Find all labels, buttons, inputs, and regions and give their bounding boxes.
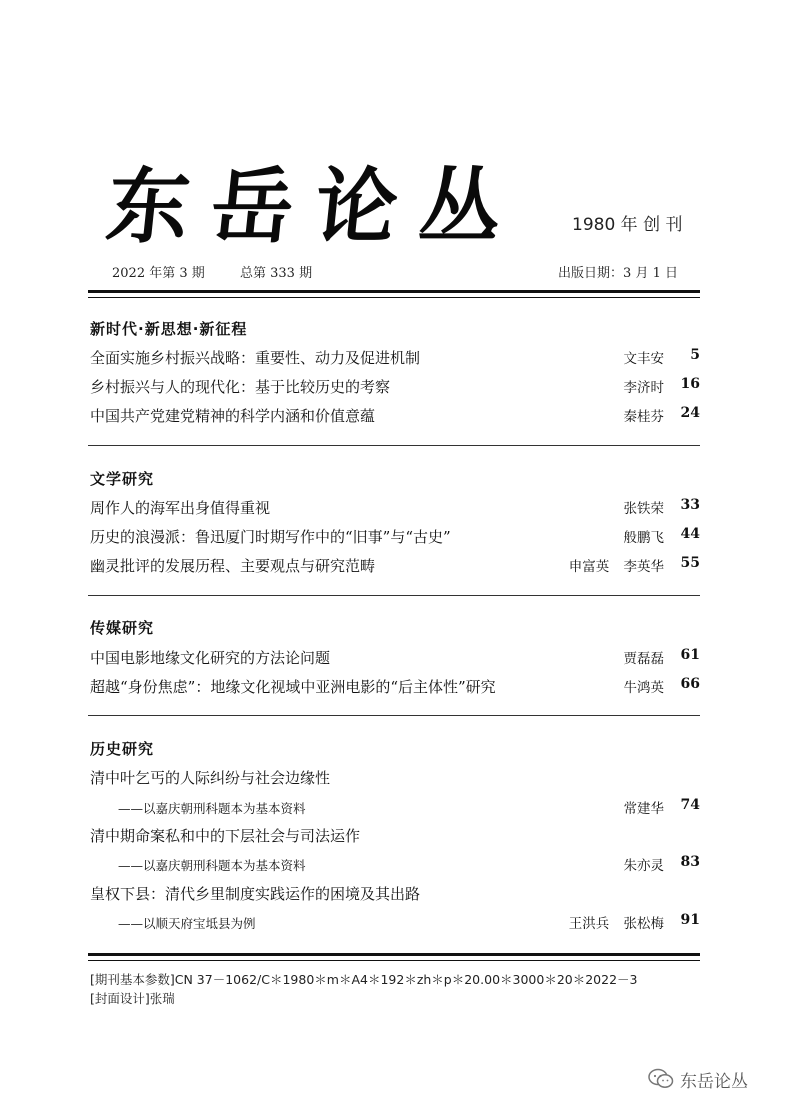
article-subtitle: ——以嘉庆朝刑科题本为基本资料 [118, 801, 306, 816]
toc-entry[interactable] [90, 555, 700, 577]
section-title: 历史研究 [90, 740, 155, 758]
article-title: 中国共产党建党精神的科学内涵和价值意蕴 [90, 407, 376, 425]
toc-entry[interactable] [90, 825, 700, 847]
founded-year: 1980 年 创 刊 [572, 215, 683, 235]
issue-info [112, 262, 678, 282]
section-divider [88, 715, 700, 716]
footer-rule [88, 953, 700, 961]
article-authors: 张铁荣 [623, 501, 664, 517]
page-number: 55 [680, 555, 700, 571]
article-authors: 秦桂芬 [623, 409, 664, 425]
watermark-text: 东岳论丛 [680, 1071, 748, 1092]
page-number: 74 [680, 797, 700, 813]
section-divider [88, 445, 700, 446]
page-number: 44 [680, 526, 700, 542]
publication-date: 出版日期：3 月 1 日 [558, 266, 678, 281]
page-number: 33 [680, 497, 700, 513]
page-number: 83 [680, 854, 700, 870]
page-number: 16 [680, 376, 700, 392]
journal-parameters: [期刊基本参数]CN 37－1062/C＊1980＊m＊A4＊192＊zh＊p＊20.00＊3000＊20＊2022－3 [90, 972, 638, 987]
total-issue-number: 总第 333 期 [240, 266, 313, 281]
toc-entry[interactable] [90, 497, 700, 519]
toc-entry[interactable] [90, 347, 700, 369]
page-number: 24 [680, 405, 700, 421]
article-authors: 文丰安 [623, 351, 664, 367]
toc-entry[interactable] [90, 883, 700, 905]
toc-entry-subtitle-row[interactable] [90, 797, 700, 819]
article-authors: 朱亦灵 [623, 858, 664, 874]
wechat-watermark [648, 1066, 748, 1092]
article-title: 历史的浪漫派：鲁迅厦门时期写作中的“旧事”与“古史” [90, 528, 451, 546]
section-title: 新时代·新思想·新征程 [90, 320, 248, 338]
article-title: 清中期命案私和中的下层社会与司法运作 [90, 827, 361, 845]
toc-entry[interactable] [90, 767, 700, 789]
page-number: 5 [690, 347, 700, 363]
article-title: 周作人的海军出身值得重视 [90, 499, 271, 517]
article-title: 全面实施乡村振兴战略：重要性、动力及促进机制 [90, 349, 421, 367]
section-title: 文学研究 [90, 470, 155, 488]
article-authors: 般鹏飞 [623, 530, 664, 546]
article-authors: 申富英 李英华 [568, 559, 664, 575]
toc-entry[interactable] [90, 405, 700, 427]
header-rule [88, 290, 700, 298]
article-title: 中国电影地缘文化研究的方法论问题 [90, 649, 331, 667]
article-title: 清中叶乞丐的人际纠纷与社会边缘性 [90, 769, 331, 787]
masthead-title: 东岳论丛 [102, 159, 529, 255]
article-authors: 常建华 [623, 801, 664, 817]
section-title: 传媒研究 [90, 619, 155, 637]
toc-entry[interactable] [90, 647, 700, 669]
toc-entry[interactable] [90, 376, 700, 398]
page-number: 66 [680, 676, 700, 692]
wechat-icon [648, 1068, 674, 1090]
article-title: 超越“身份焦虑”：地缘文化视域中亚洲电影的“后主体性”研究 [90, 678, 496, 696]
article-authors: 李济时 [623, 380, 664, 396]
toc-entry[interactable] [90, 676, 700, 698]
article-title: 幽灵批评的发展历程、主要观点与研究范畴 [90, 557, 376, 575]
article-subtitle: ——以顺天府宝坻县为例 [118, 916, 256, 931]
issue-number: 2022 年第 3 期 [112, 266, 205, 281]
toc-entry[interactable] [90, 526, 700, 548]
article-subtitle: ——以嘉庆朝刑科题本为基本资料 [118, 858, 306, 873]
section-divider [88, 595, 700, 596]
toc-entry-subtitle-row[interactable] [90, 912, 700, 934]
page-number: 61 [680, 647, 700, 663]
article-title: 皇权下县：清代乡里制度实践运作的困境及其出路 [90, 885, 421, 903]
page-number: 91 [680, 912, 700, 928]
article-title: 乡村振兴与人的现代化：基于比较历史的考察 [90, 378, 391, 396]
article-authors: 王洪兵 张松梅 [568, 916, 664, 932]
toc-entry-subtitle-row[interactable] [90, 854, 700, 876]
article-authors: 贾磊磊 [623, 651, 664, 667]
article-authors: 牛鸿英 [623, 680, 664, 696]
cover-design-credit: [封面设计]张瑞 [90, 991, 175, 1006]
